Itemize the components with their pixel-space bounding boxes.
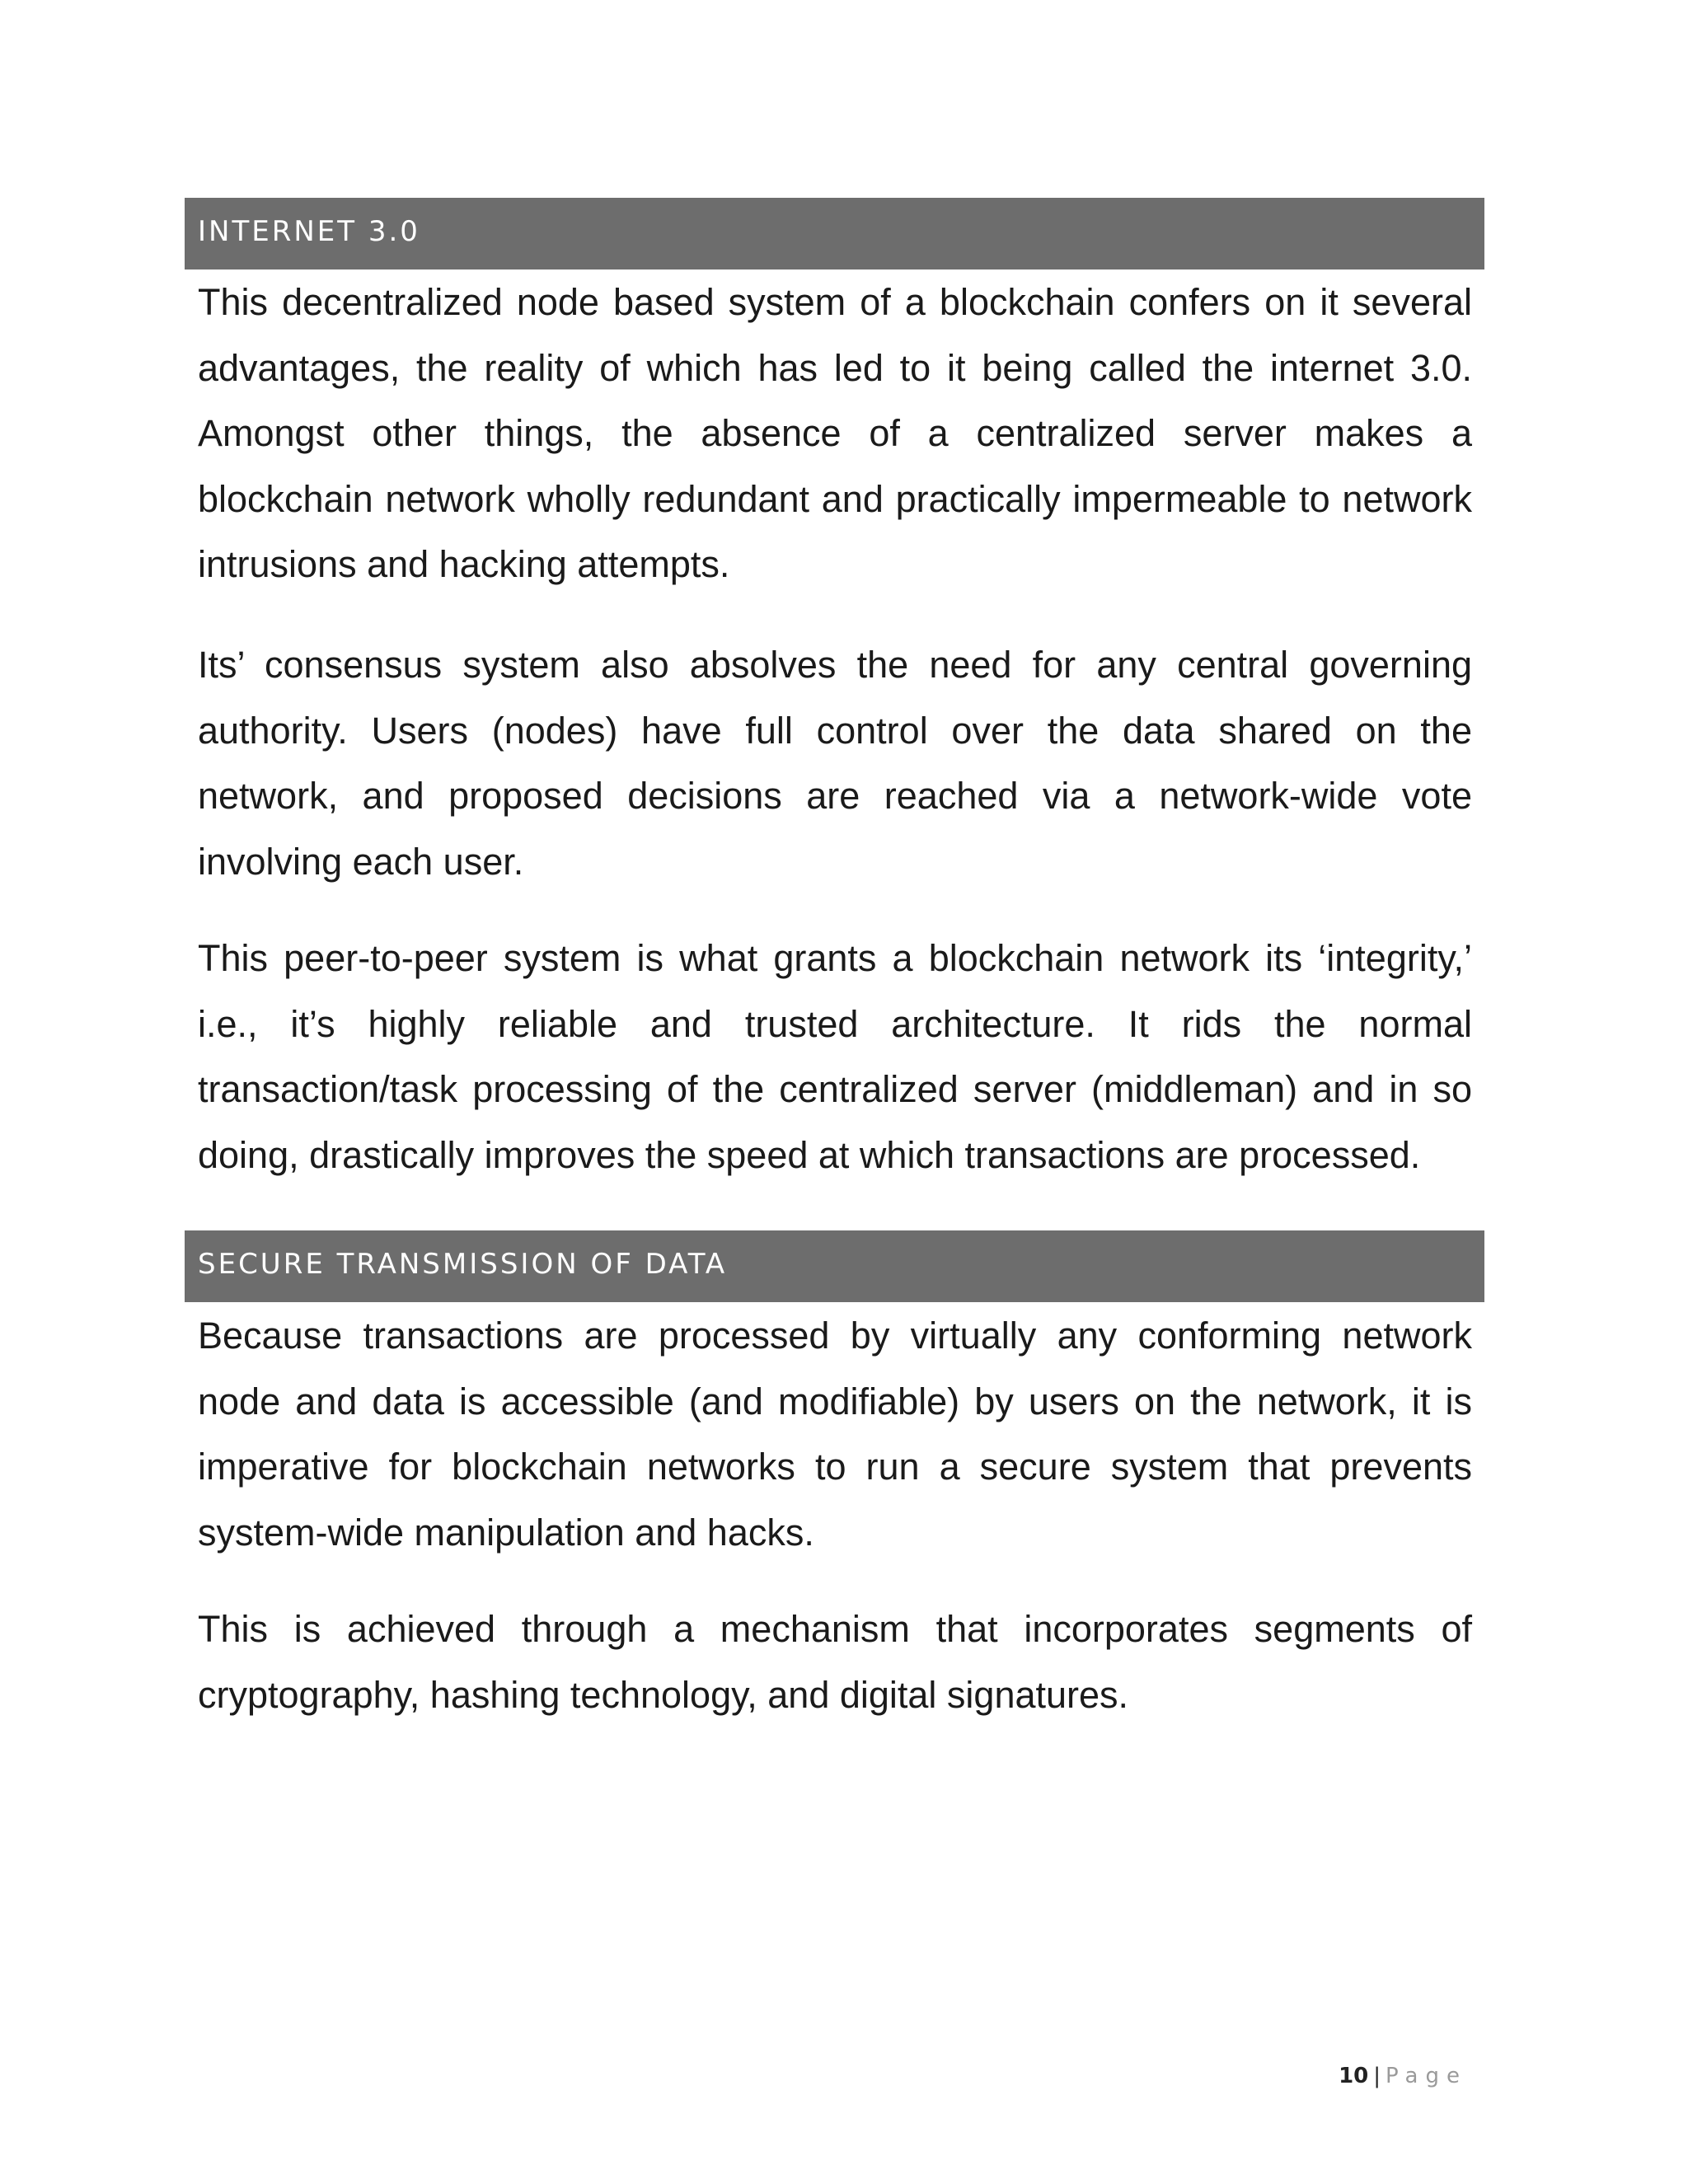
section-heading-bar <box>185 1230 1484 1302</box>
section-heading: SECURE TRANSMISSION OF DATA <box>198 1248 728 1281</box>
footer-separator: | <box>1373 2064 1381 2088</box>
paragraph: Its’ consensus system also absolves the need for any central governing authority. Users (nodes) have full control over the data shared on the network, and proposed decisions are reached via a network-wide vote involving each user. <box>198 644 1472 883</box>
page-number: 10 <box>1339 2064 1369 2088</box>
paragraph: Because transactions are processed by virtually any conforming network node and data is accessible (and modifiable) by users on the network, it is imperative for blockchain networks to run a secure system that prevents system-wide manipulation and hacks. <box>198 1315 1472 1554</box>
section-heading: INTERNET 3.0 <box>198 215 420 248</box>
section-heading-bar <box>185 198 1484 269</box>
page-footer <box>1339 2064 1467 2088</box>
paragraph: This peer-to-peer system is what grants a blockchain network its ‘integrity,’ i.e., it’s highly reliable and trusted architecture. It rids the normal transaction/task processing of the centralized server (middleman) and in so doing, drastically improves the speed at which transactions are processed. <box>198 937 1472 1176</box>
page-label: Page <box>1386 2064 1467 2088</box>
paragraph: This is achieved through a mechanism that incorporates segments of cryptography, hashing technology, and digital signatures. <box>198 1608 1472 1716</box>
paragraph: This decentralized node based system of a blockchain confers on it several advantages, the reality of which has led to it being called the internet 3.0. Amongst other things, the absence of a centralized server makes a blockchain network wholly redundant and practically impermeable to network intrusions and hacking attempts. <box>198 281 1472 585</box>
